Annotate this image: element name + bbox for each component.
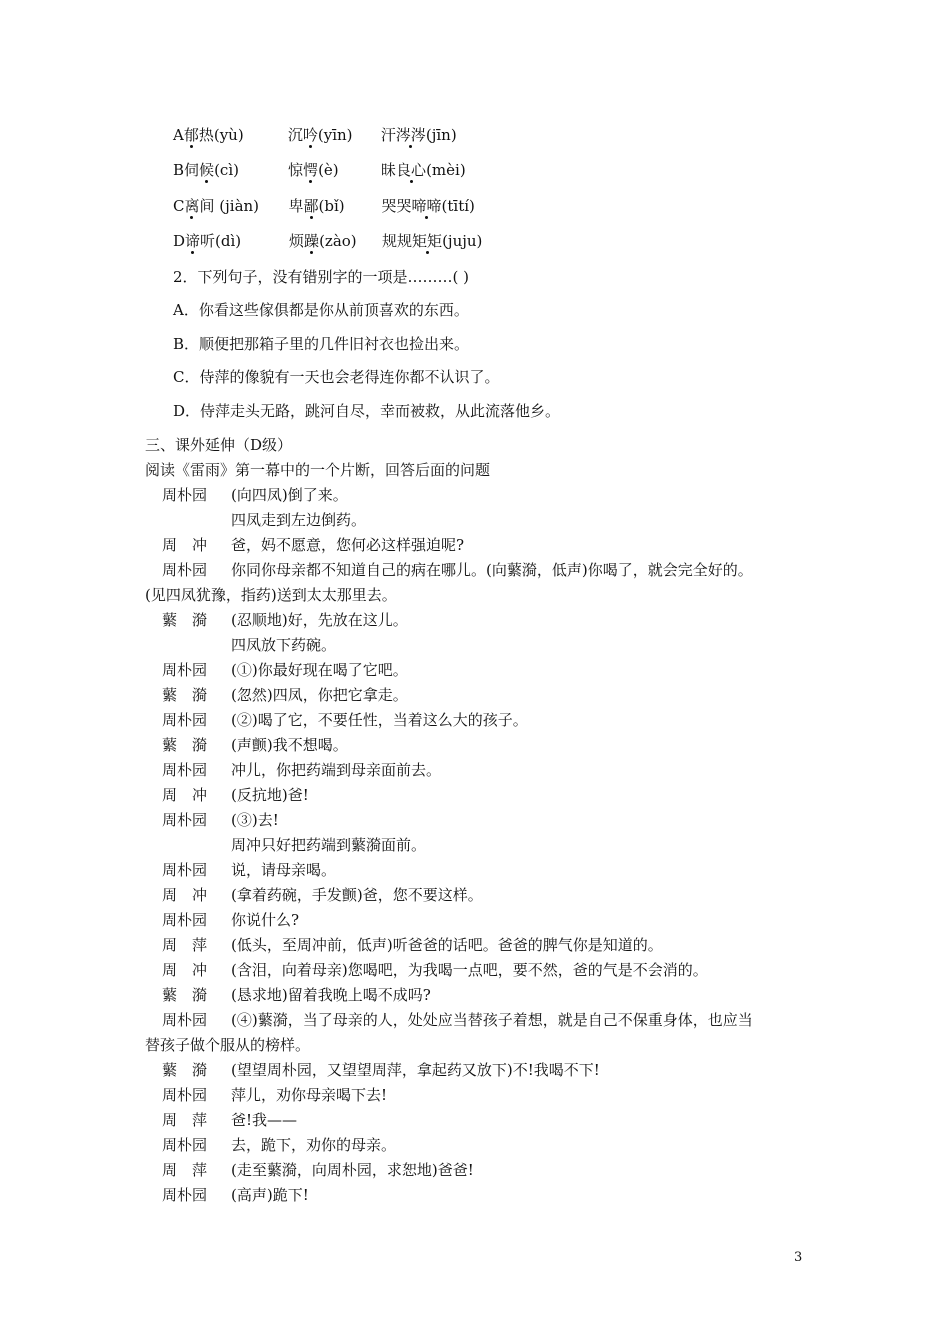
word-1: 谛听(dì) (185, 232, 242, 250)
speaker-name: 周朴园 (162, 761, 208, 779)
speech-continuation: (见四凤犹豫，指药)送到太太那里去。 (145, 586, 397, 604)
speaker-name: 周朴园 (162, 486, 208, 504)
speech-text: (高声)跪下! (231, 1186, 309, 1204)
word-3: 昧良心(mèi) (381, 161, 466, 179)
option-row (173, 160, 466, 180)
speaker-name: 周朴园 (162, 811, 208, 829)
word-3: 汗涔涔(jīn) (380, 126, 457, 144)
speech-text: (拿着药碗，手发颤)爸，您不要这样。 (231, 886, 483, 904)
page-number: 3 (794, 1250, 803, 1265)
speaker-name: 周 萍 (162, 936, 208, 954)
speech-text: (恳求地)留着我晚上喝不成吗? (231, 986, 431, 1004)
reading-instruction: 阅读《雷雨》第一幕中的一个片断，回答后面的问题 (145, 461, 491, 479)
speech-text: (声颤)我不想喝。 (231, 736, 348, 754)
speaker-name: 周朴园 (162, 1136, 208, 1154)
word-3: 规规矩矩(juju) (382, 232, 483, 250)
word-1: 离间 (jiàn) (184, 197, 260, 215)
speaker-name: 周朴园 (162, 1011, 208, 1029)
question-stem: 2．下列句子，没有错别字的一项是………( ) (173, 268, 470, 286)
speaker-name: 蘩 漪 (162, 736, 208, 754)
option-label: C (173, 197, 185, 215)
speaker-name: 周朴园 (162, 911, 208, 929)
speaker-name: 周 冲 (162, 786, 208, 804)
choice-b: B．顺便把那箱子里的几件旧衬衣也捡出来。 (173, 335, 470, 353)
speech-text: (走至蘩漪，向周朴园，求恕地)爸爸! (231, 1161, 474, 1179)
stage-direction: 四凤走到左边倒药。 (231, 511, 367, 529)
section-title: 三、课外延伸（D级） (145, 436, 293, 454)
word-2: 卑鄙(bǐ) (288, 197, 345, 215)
option-row (173, 231, 482, 251)
speech-text: (反抗地)爸! (231, 786, 309, 804)
speech-text: 去，跪下，劝你的母亲。 (231, 1136, 397, 1154)
word-2: 惊愕(è) (288, 161, 339, 179)
speech-text: 冲儿，你把药端到母亲面前去。 (231, 761, 442, 779)
speech-text: (含泪，向着母亲)您喝吧，为我喝一点吧，要不然，爸的气是不会消的。 (231, 961, 708, 979)
option-label: B (173, 161, 185, 179)
speech-text: 爸!我—— (231, 1111, 298, 1129)
speaker-name: 周朴园 (162, 1186, 208, 1204)
speaker-name: 蘩 漪 (162, 986, 208, 1004)
stage-direction: 四凤放下药碗。 (231, 636, 337, 654)
word-2: 烦躁(zào) (289, 232, 357, 250)
word-3: 哭哭啼啼(tītí) (381, 197, 475, 215)
stage-direction: 周冲只好把药端到蘩漪面前。 (231, 836, 427, 854)
speech-text: (忽然)四凤，你把它拿走。 (231, 686, 408, 704)
speaker-name: 周 冲 (162, 886, 208, 904)
speaker-name: 周 萍 (162, 1111, 208, 1129)
speaker-name: 蘩 漪 (162, 1061, 208, 1079)
speaker-name: 蘩 漪 (162, 686, 208, 704)
choice-d: D．侍萍走头无路，跳河自尽，幸而被救，从此流落他乡。 (173, 402, 561, 420)
word-1: 郁热(yù) (183, 126, 244, 144)
speech-text: (②)喝了它，不要任性，当着这么大的孩子。 (231, 711, 528, 729)
speech-text: 说，请母亲喝。 (231, 861, 337, 879)
speaker-name: 周 萍 (162, 1161, 208, 1179)
speaker-name: 周朴园 (162, 861, 208, 879)
speech-text: (忍顺地)好，先放在这儿。 (231, 611, 408, 629)
option-row (173, 125, 457, 145)
speech-text: (向四凤)倒了来。 (231, 486, 348, 504)
speech-text: (低头，至周冲前，低声)听爸爸的话吧。爸爸的脾气你是知道的。 (231, 936, 663, 954)
speech-text: 爸，妈不愿意，您何必这样强迫呢? (231, 536, 465, 554)
option-label: D (173, 232, 186, 250)
speech-continuation: 替孩子做个服从的榜样。 (145, 1036, 311, 1054)
speech-text: 你说什么? (231, 911, 300, 929)
speaker-name: 周朴园 (162, 711, 208, 729)
speaker-name: 周 冲 (162, 536, 208, 554)
option-label: A (173, 126, 184, 144)
speech-text: 你同你母亲都不知道自己的病在哪儿。(向蘩漪，低声)你喝了，就会完全好的。 (231, 561, 753, 579)
speaker-name: 蘩 漪 (162, 611, 208, 629)
speech-text: (①)你最好现在喝了它吧。 (231, 661, 408, 679)
speaker-name: 周朴园 (162, 561, 208, 579)
speaker-name: 周朴园 (162, 1086, 208, 1104)
choice-a: A．你看这些傢俱都是你从前顶喜欢的东西。 (173, 301, 469, 319)
speech-text: (③)去! (231, 811, 279, 829)
word-2: 沉吟(yīn) (287, 126, 353, 144)
word-1: 伺候(cì) (184, 161, 239, 179)
speaker-name: 周 冲 (162, 961, 208, 979)
speech-text: 萍儿，劝你母亲喝下去! (231, 1086, 388, 1104)
choice-c: C．侍萍的像貌有一天也会老得连你都不认识了。 (173, 368, 500, 386)
speech-text: (④)蘩漪，当了母亲的人，处处应当替孩子着想，就是自己不保重身体，也应当 (231, 1011, 753, 1029)
speech-text: (望望周朴园，又望望周萍，拿起药又放下)不!我喝不下! (231, 1061, 600, 1079)
speaker-name: 周朴园 (162, 661, 208, 679)
option-row (173, 196, 475, 216)
